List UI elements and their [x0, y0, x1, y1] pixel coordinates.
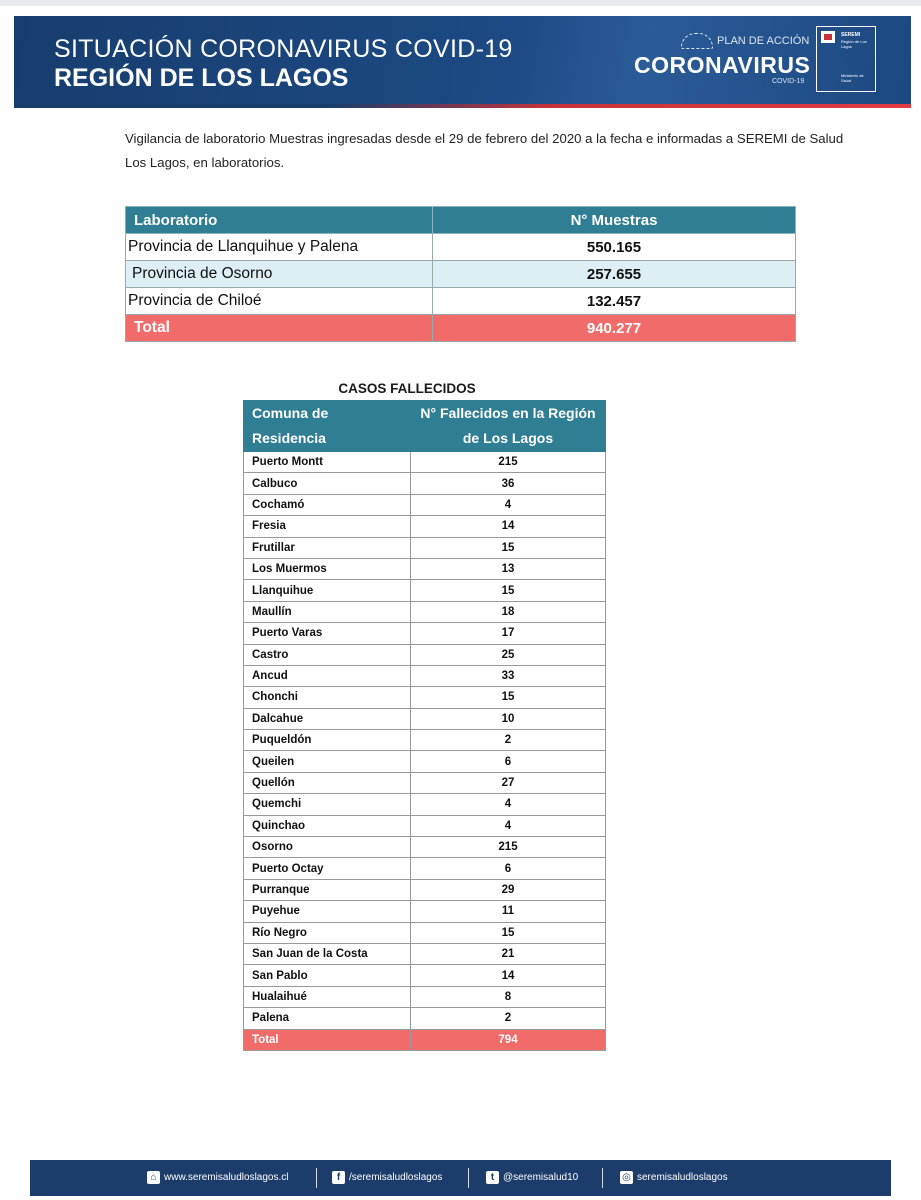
table-row: [244, 665, 606, 686]
instagram-icon: ◎: [620, 1171, 633, 1184]
deaths-count-cell: 215: [411, 452, 606, 473]
coronavirus-brand: CORONAVIRUS: [634, 52, 811, 78]
commune-name-cell: Quemchi: [244, 794, 411, 815]
deaths-count-cell: 10: [411, 708, 606, 729]
table-row: [244, 494, 606, 515]
commune-name-cell: Puerto Octay: [244, 858, 411, 879]
lab-header-laboratorio: Laboratorio: [126, 207, 433, 234]
table-row: [244, 580, 606, 601]
table-row: [244, 858, 606, 879]
deaths-count-cell: 21: [411, 943, 606, 964]
cases-total-value: 794: [411, 1029, 606, 1050]
commune-name-cell: Quellón: [244, 772, 411, 793]
page-footer: [30, 1160, 891, 1196]
table-row: [244, 452, 606, 473]
commune-name-cell: Río Negro: [244, 922, 411, 943]
footer-twitter[interactable]: [486, 1171, 578, 1184]
footer-website-text: www.seremisaludloslagos.cl: [164, 1172, 289, 1184]
footer-facebook[interactable]: [332, 1171, 442, 1184]
commune-name-cell: Castro: [244, 644, 411, 665]
deaths-count-cell: 15: [411, 537, 606, 558]
deaths-count-cell: 13: [411, 558, 606, 579]
table-row: [244, 922, 606, 943]
commune-name-cell: Purranque: [244, 879, 411, 900]
commune-name-cell: Puerto Montt: [244, 452, 411, 473]
twitter-icon: t: [486, 1171, 499, 1184]
deaths-count-cell: 17: [411, 623, 606, 644]
table-row: [244, 601, 606, 622]
commune-name-cell: Osorno: [244, 837, 411, 858]
top-edge-line: [0, 0, 921, 6]
commune-name-cell: Quinchao: [244, 815, 411, 836]
deaths-count-cell: 4: [411, 794, 606, 815]
table-row: [126, 234, 796, 261]
table-row: [244, 794, 606, 815]
footer-facebook-text: /seremisaludloslagos: [349, 1172, 443, 1184]
dome-logo-icon: [681, 33, 713, 49]
lab-total-value: 940.277: [433, 315, 796, 342]
header-title-line2: REGIÓN DE LOS LAGOS: [54, 64, 349, 92]
commune-name-cell: San Pablo: [244, 965, 411, 986]
commune-name-cell: Queilen: [244, 751, 411, 772]
commune-name-cell: Los Muermos: [244, 558, 411, 579]
commune-name-cell: Puyehue: [244, 901, 411, 922]
table-row: [244, 516, 606, 537]
lab-value-cell: 132.457: [433, 288, 796, 315]
cases-total-label: Total: [244, 1029, 411, 1050]
deaths-count-cell: 27: [411, 772, 606, 793]
commune-name-cell: San Juan de la Costa: [244, 943, 411, 964]
seremi-logo: [816, 26, 876, 92]
commune-name-cell: Chonchi: [244, 687, 411, 708]
lab-value-cell: 257.655: [433, 261, 796, 288]
lab-value-cell: 550.165: [433, 234, 796, 261]
intro-paragraph: Vigilancia de laboratorio Muestras ingresadas desde el 29 de febrero del 2020 a la fecha e informadas a SEREMI de Salud Los Lagos, en laboratorios.: [125, 131, 844, 170]
deaths-by-commune-table: [243, 400, 606, 1051]
table-row: [244, 473, 606, 494]
lab-header-muestras: N° Muestras: [433, 207, 796, 234]
seremi-region: Región de Los Lagos: [841, 39, 867, 49]
deaths-count-cell: 29: [411, 879, 606, 900]
table-row: [244, 730, 606, 751]
ministry-label: Ministerio de Salud: [841, 73, 864, 83]
lab-name-cell: Provincia de Llanquihue y Palena: [126, 234, 433, 261]
deaths-count-cell: 11: [411, 901, 606, 922]
government-emblem-icon: [821, 31, 835, 43]
deaths-count-cell: 15: [411, 687, 606, 708]
footer-website[interactable]: [147, 1171, 289, 1184]
table-row: [126, 261, 796, 288]
table-row: [244, 1008, 606, 1029]
table-row: [244, 815, 606, 836]
deaths-count-cell: 6: [411, 751, 606, 772]
footer-separator: [468, 1168, 469, 1188]
header-stripe: [14, 104, 911, 108]
lab-total-row: [126, 315, 796, 342]
laboratory-samples-table: [125, 206, 796, 342]
commune-name-cell: Fresia: [244, 516, 411, 537]
commune-name-cell: Hualaihué: [244, 986, 411, 1007]
deaths-count-cell: 2: [411, 1008, 606, 1029]
deaths-count-cell: 14: [411, 965, 606, 986]
commune-name-cell: Maullín: [244, 601, 411, 622]
cases-table-body: [244, 452, 606, 1051]
commune-name-cell: Frutillar: [244, 537, 411, 558]
commune-name-cell: Calbuco: [244, 473, 411, 494]
table-row: [244, 772, 606, 793]
commune-name-cell: Cochamó: [244, 494, 411, 515]
table-row: [244, 537, 606, 558]
deaths-count-cell: 2: [411, 730, 606, 751]
deaths-count-cell: 36: [411, 473, 606, 494]
table-row: [244, 751, 606, 772]
commune-name-cell: Puerto Varas: [244, 623, 411, 644]
footer-separator: [316, 1168, 317, 1188]
cases-header-comuna: Comuna de Residencia: [244, 401, 411, 452]
deaths-count-cell: 4: [411, 815, 606, 836]
deaths-count-cell: 15: [411, 580, 606, 601]
footer-twitter-text: @seremisalud10: [503, 1172, 579, 1184]
cases-table-header-row: [244, 401, 606, 452]
table-row: [244, 623, 606, 644]
deaths-count-cell: 4: [411, 494, 606, 515]
cases-header-fallecidos: N° Fallecidos en la Región de Los Lagos: [411, 401, 606, 452]
deaths-count-cell: 6: [411, 858, 606, 879]
deaths-count-cell: 33: [411, 665, 606, 686]
plan-de-accion-label: [681, 33, 809, 49]
table-row: [244, 708, 606, 729]
plan-label-text: PLAN DE ACCIÓN: [717, 34, 810, 47]
table-row: [244, 965, 606, 986]
lab-total-label: Total: [126, 315, 433, 342]
deaths-table-title: CASOS FALLECIDOS: [338, 381, 476, 396]
lab-name-cell: Provincia de Osorno: [126, 261, 433, 288]
table-row: [244, 901, 606, 922]
deaths-count-cell: 15: [411, 922, 606, 943]
lab-name-cell: Provincia de Chiloé: [126, 288, 433, 315]
table-row: [244, 837, 606, 858]
footer-instagram-text: seremisaludloslagos: [637, 1172, 728, 1184]
commune-name-cell: Palena: [244, 1008, 411, 1029]
covid-sub-label: COVID-19: [772, 78, 805, 85]
table-row: [244, 687, 606, 708]
deaths-count-cell: 25: [411, 644, 606, 665]
deaths-count-cell: 18: [411, 601, 606, 622]
commune-name-cell: Dalcahue: [244, 708, 411, 729]
footer-separator: [602, 1168, 603, 1188]
commune-name-cell: Puqueldón: [244, 730, 411, 751]
footer-instagram[interactable]: [620, 1171, 728, 1184]
seremi-label: SEREMI: [841, 32, 861, 38]
deaths-count-cell: 215: [411, 837, 606, 858]
commune-name-cell: Llanquihue: [244, 580, 411, 601]
commune-name-cell: Ancud: [244, 665, 411, 686]
globe-icon: ⌂: [147, 1171, 160, 1184]
table-row: [244, 644, 606, 665]
deaths-count-cell: 8: [411, 986, 606, 1007]
facebook-icon: f: [332, 1171, 345, 1184]
header-title-line1: SITUACIÓN CORONAVIRUS COVID-19: [54, 35, 513, 63]
deaths-count-cell: 14: [411, 516, 606, 537]
table-row: [244, 558, 606, 579]
table-row: [244, 879, 606, 900]
table-row: [126, 288, 796, 315]
page-header-banner: [14, 16, 911, 108]
table-row: [244, 943, 606, 964]
lab-table-header-row: [126, 207, 796, 234]
cases-total-row: [244, 1029, 606, 1050]
table-row: [244, 986, 606, 1007]
